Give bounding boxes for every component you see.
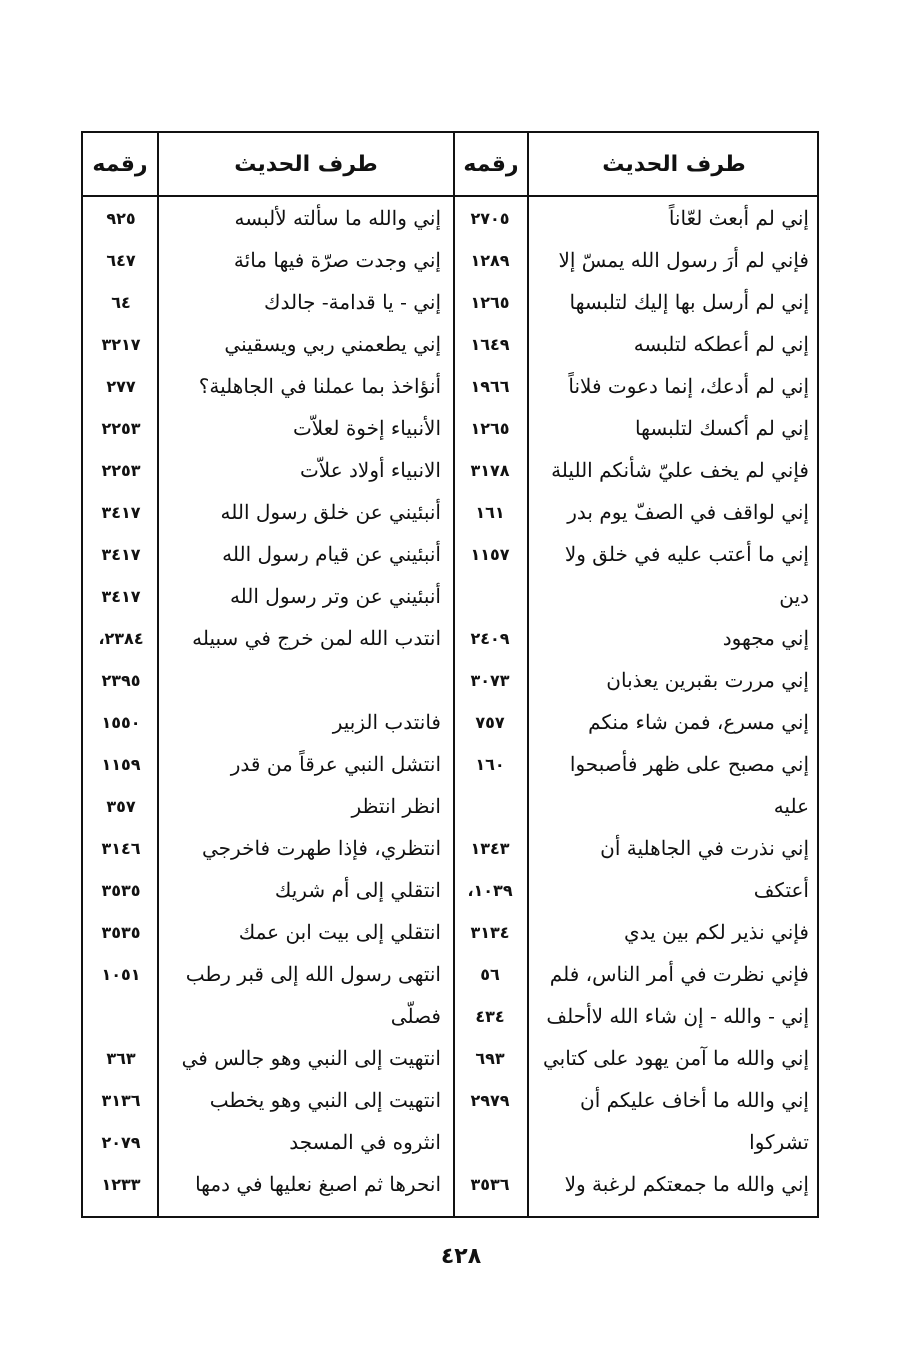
hadith-text-1: إني نذرت في الجاهلية أن <box>600 836 809 860</box>
header-number-1: رقمه <box>463 151 519 177</box>
hadith-number-1 <box>455 575 525 617</box>
hadith-text-2: الانبياء أولاد علاّت <box>299 458 441 482</box>
hadith-number-1: ٦٩٣ <box>475 1048 505 1068</box>
table-row <box>83 1163 817 1205</box>
hadith-text-1: إني - والله - إن شاء الله لاأحلف <box>546 1004 809 1028</box>
hadith-text-2: انتهى رسول الله إلى قبر رطب <box>185 962 441 986</box>
hadith-text-1: إني والله ما جمعتكم لرغبة ولا <box>564 1172 809 1196</box>
hadith-number-1: ١٢٦٥ <box>470 292 510 312</box>
hadith-text-1: فإني لم يخف عليّ شأنكم الليلة <box>551 458 809 482</box>
hadith-number-2: ٣٤١٧ <box>101 502 141 522</box>
hadith-text-2: أنبئيني عن خلق رسول الله <box>220 500 441 524</box>
table-row <box>83 281 817 323</box>
hadith-text-2: إني وجدت صرّة فيها مائة <box>233 248 441 272</box>
table-row <box>83 869 817 911</box>
hadith-number-2: ٣٢١٧ <box>101 334 141 354</box>
hadith-text-1: تشركوا <box>749 1130 809 1154</box>
hadith-text-1: إني لم أكسك لتلبسها <box>635 416 809 440</box>
hadith-text-1: إني لم أرسل بها إليك لتلبسها <box>569 290 809 314</box>
hadith-number-1 <box>455 785 525 827</box>
hadith-number-2: ٩٢٥ <box>106 208 136 228</box>
table-row <box>83 659 817 701</box>
table-row <box>83 1079 817 1121</box>
hadith-number-2: ١٢٣٣ <box>101 1174 141 1194</box>
hadith-number-2: ٢٢٥٣ <box>101 460 141 480</box>
hadith-number-2: ٣١٤٦ <box>101 838 141 858</box>
hadith-number-1: ٢٩٧٩ <box>470 1090 510 1110</box>
index-table <box>81 131 819 1218</box>
hadith-text-1: إني والله ما آمن يهود على كتابي <box>542 1046 809 1070</box>
hadith-text-1: عليه <box>773 794 809 818</box>
hadith-number-2: ٣٤١٧ <box>101 544 141 564</box>
hadith-number-2: ١١٥٩ <box>101 754 141 774</box>
hadith-text-2: أنبئيني عن وتر رسول الله <box>229 584 441 608</box>
hadith-text-2: أنؤاخذ بما عملنا في الجاهلية؟ <box>198 374 441 398</box>
hadith-text-1: إني لم أعطكه لتلبسه <box>633 332 809 356</box>
hadith-number-1: ١٦٠ <box>475 754 505 774</box>
hadith-text-2: انظر انتظر <box>351 794 441 818</box>
hadith-text-2: إني - يا قدامة- جالدك <box>264 290 441 314</box>
hadith-number-1: ١١٥٧ <box>470 544 510 564</box>
hadith-number-1: ١٦١ <box>475 502 505 522</box>
table-row <box>83 533 817 575</box>
table-row <box>83 239 817 281</box>
hadith-text-2: انتظري، فإذا طهرت فاخرجي <box>202 836 441 860</box>
table-row <box>83 911 817 953</box>
hadith-text-1: أعتكف <box>753 878 809 902</box>
hadith-number-2: ١٥٥٠ <box>101 712 141 732</box>
table-row <box>83 365 817 407</box>
hadith-text-2: إني والله ما سألته لألبسه <box>234 206 441 230</box>
hadith-text-2: الأنبياء إخوة لعلاّت <box>292 416 441 440</box>
hadith-text-1: إني لواقف في الصفّ يوم بدر <box>567 500 809 524</box>
hadith-number-2: ٢٣٩٥ <box>101 670 141 690</box>
table-body <box>83 197 817 1216</box>
table-row <box>83 491 817 533</box>
hadith-text-2: فصلّى <box>390 1004 441 1028</box>
header-hadith-1: طرف الحديث <box>602 151 746 177</box>
table-row <box>83 701 817 743</box>
hadith-text-2: انتقلي إلى بيت ابن عمك <box>238 920 441 944</box>
hadith-text-2: أنبئيني عن قيام رسول الله <box>222 542 441 566</box>
hadith-text-2: انتدب الله لمن خرج في سبيله <box>192 626 441 650</box>
hadith-text-2: انتهيت إلى النبي وهو يخطب <box>209 1088 441 1112</box>
hadith-number-1: ١٢٨٩ <box>470 250 510 270</box>
hadith-number-2: ٣٦٣ <box>106 1048 136 1068</box>
hadith-number-1: ٣١٣٤ <box>470 922 510 942</box>
hadith-number-1: ٧٥٧ <box>475 712 505 732</box>
hadith-number-1: ٥٦ <box>480 964 500 984</box>
hadith-number-2: ٢٠٧٩ <box>101 1132 141 1152</box>
hadith-number-2: ٣٥٣٥ <box>101 922 141 942</box>
hadith-text-1: فإني نذير لكم بين يدي <box>624 920 809 944</box>
table-row <box>83 575 817 617</box>
hadith-number-1: ٢٧٠٥ <box>470 208 510 228</box>
hadith-text-1: إني ما أعتب عليه في خلق ولا <box>564 542 809 566</box>
hadith-number-2: ٣٤١٧ <box>101 586 141 606</box>
table-row <box>83 785 817 827</box>
hadith-number-2: ٣٥٧ <box>106 796 136 816</box>
hadith-text-2: انتقلي إلى أم شريك <box>274 878 441 902</box>
table-row <box>83 1121 817 1163</box>
table-row <box>83 617 817 659</box>
hadith-number-2: ٦٤ <box>111 292 131 312</box>
hadith-text-2: فانتدب الزبير <box>332 710 441 734</box>
hadith-text-1: إني والله ما أخاف عليكم أن <box>580 1088 809 1112</box>
hadith-number-2: ٢٣٨٤، <box>98 628 144 648</box>
hadith-text-2: انثروه في المسجد <box>289 1130 441 1154</box>
hadith-number-1: ١٢٦٥ <box>470 418 510 438</box>
hadith-text-2: إني يطعمني ربي ويسقيني <box>224 332 441 356</box>
hadith-number-2: ١٠٥١ <box>101 964 141 984</box>
hadith-number-1: ١٩٦٦ <box>470 376 510 396</box>
hadith-number-1: ١٦٤٩ <box>470 334 510 354</box>
hadith-text-1: فإني لم أرَ رسول الله يمسّ إلا <box>558 248 809 272</box>
hadith-number-1: ٣١٧٨ <box>470 460 510 480</box>
table-row <box>83 953 817 995</box>
header-number-2: رقمه <box>92 151 148 177</box>
header-hadith-2: طرف الحديث <box>234 151 378 177</box>
hadith-number-1: ١٠٣٩، <box>467 880 513 900</box>
table-row <box>83 1037 817 1079</box>
table-row <box>83 449 817 491</box>
hadith-text-1: فإني نظرت في أمر الناس، فلم <box>549 962 809 986</box>
hadith-number-1 <box>455 1121 525 1163</box>
hadith-number-2: ٣١٣٦ <box>101 1090 141 1110</box>
hadith-text-1: إني مصبح على ظهر فأصبحوا <box>569 752 809 776</box>
hadith-text-1: إني لم أبعث لعّاناً <box>668 206 809 230</box>
hadith-number-1: ٣٠٧٣ <box>470 670 510 690</box>
hadith-text-1: إني مررت بقبرين يعذبان <box>606 668 809 692</box>
table-row <box>83 743 817 785</box>
hadith-text-1: دين <box>779 584 809 608</box>
hadith-number-2: ٣٥٣٥ <box>101 880 141 900</box>
hadith-text-1: إني لم أدعك، إنما دعوت فلاناً <box>568 374 809 398</box>
table-row <box>83 827 817 869</box>
table-row <box>83 323 817 365</box>
hadith-text-2 <box>161 659 441 701</box>
hadith-number-1: ١٣٤٣ <box>470 838 510 858</box>
hadith-number-1: ٢٤٠٩ <box>470 628 510 648</box>
page-number: ٤٢٨ <box>440 1244 482 1269</box>
hadith-text-2: انتهيت إلى النبي وهو جالس في <box>181 1046 441 1070</box>
hadith-number-1: ٤٣٤ <box>475 1006 505 1026</box>
hadith-number-1: ٣٥٣٦ <box>470 1174 510 1194</box>
hadith-number-2: ٢٢٥٣ <box>101 418 141 438</box>
hadith-number-2: ٦٤٧ <box>106 250 136 270</box>
table-row <box>83 197 817 239</box>
table-row <box>83 407 817 449</box>
hadith-number-2 <box>85 995 157 1037</box>
table-row <box>83 995 817 1037</box>
hadith-text-2: انتشل النبي عرقاً من قدر <box>230 752 441 776</box>
hadith-text-1: إني مسرع، فمن شاء منكم <box>588 710 809 734</box>
hadith-number-2: ٢٧٧ <box>106 376 136 396</box>
hadith-text-1: إني مجهود <box>722 626 809 650</box>
hadith-text-2: انحرها ثم اصبغ نعليها في دمها <box>195 1172 441 1196</box>
